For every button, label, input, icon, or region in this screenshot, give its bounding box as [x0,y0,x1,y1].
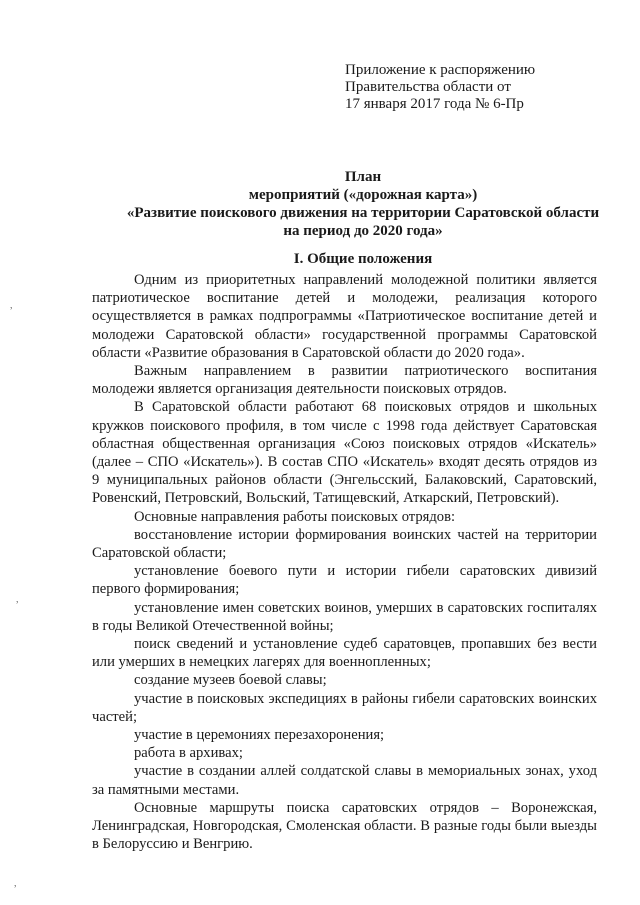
title-line: на период до 2020 года» [283,223,443,239]
header-line: Правительства области от [345,79,511,95]
header-line: 17 января 2017 года № 6-Пр [345,96,524,112]
paragraph: Основные направления работы поисковых отрядов: [134,508,456,525]
paragraph: Важным направлением в развитии патриотического воспитания молодежи является организация деятельности поисковых отрядов. [92,363,597,398]
document-title [0,168,640,240]
list-item: поиск сведений и установление судеб саратовцев, пропавших без вести или умерших в немецких лагерях для военнопленных; [92,636,597,671]
list-item: создание музеев боевой славы; [134,672,327,689]
paragraph: В Саратовской области работают 68 поисковых отрядов и школьных кружков поискового профиля, в том числе с 1998 года действует Саратовская областная общественная организация «Союз поисковых отрядов «Искатель» (далее – СПО «Искатель»). В состав СПО «Искатель» входят десять отрядов из 9 муниципальных районов области (Энгельсский, Балаковский, Саратовский, Ровенский, Петровский, Вольский, Татищевский, Аткарский, Петровский). [92,399,597,507]
scan-speck: , [10,300,13,311]
section-heading: I. Общие положения [293,251,433,267]
paragraph: Основные маршруты поиска саратовских отрядов – Воронежская, Ленинградская, Новгородская, Смоленская области. В разные годы были выезды в Белоруссию и Венгрию. [92,799,597,853]
title-line: «Развитие поискового движения на территории Саратовской области [126,205,600,221]
list-item: восстановление истории формирования воинских частей на территории Саратовской области; [92,526,597,562]
approval-header [345,62,535,113]
header-line: Приложение к распоряжению [345,62,536,78]
list-item: работа в архивах; [134,745,243,762]
scan-speck: , [14,878,17,889]
list-item: установление боевого пути и истории гибели саратовских дивизий первого формирования; [92,563,597,598]
list-item: участие в церемониях перезахоронения; [134,727,385,744]
scan-speck: , [16,594,19,605]
list-item: участие в поисковых экспедициях в районы гибели саратовских воинских частей; [92,690,597,725]
document-body [92,271,597,854]
list-item: установление имен советских воинов, умерших в саратовских госпиталях в годы Великой Отечественной войны; [92,599,597,634]
title-line: мероприятий («дорожная карта») [248,187,478,203]
list-item: участие в создании аллей солдатской славы в мемориальных зонах, уход за памятными местами. [92,763,597,798]
paragraph: Одним из приоритетных направлений молодежной политики является патриотическое воспитание детей и молодежи, реализация которого осуществляется в рамках подпрограммы «Патриотическое воспитание детей и молодежи Саратовской области» государственной программы Саратовской области «Развитие образования в Саратовской области до 2020 года». [92,272,597,361]
title-line: План [344,169,382,185]
